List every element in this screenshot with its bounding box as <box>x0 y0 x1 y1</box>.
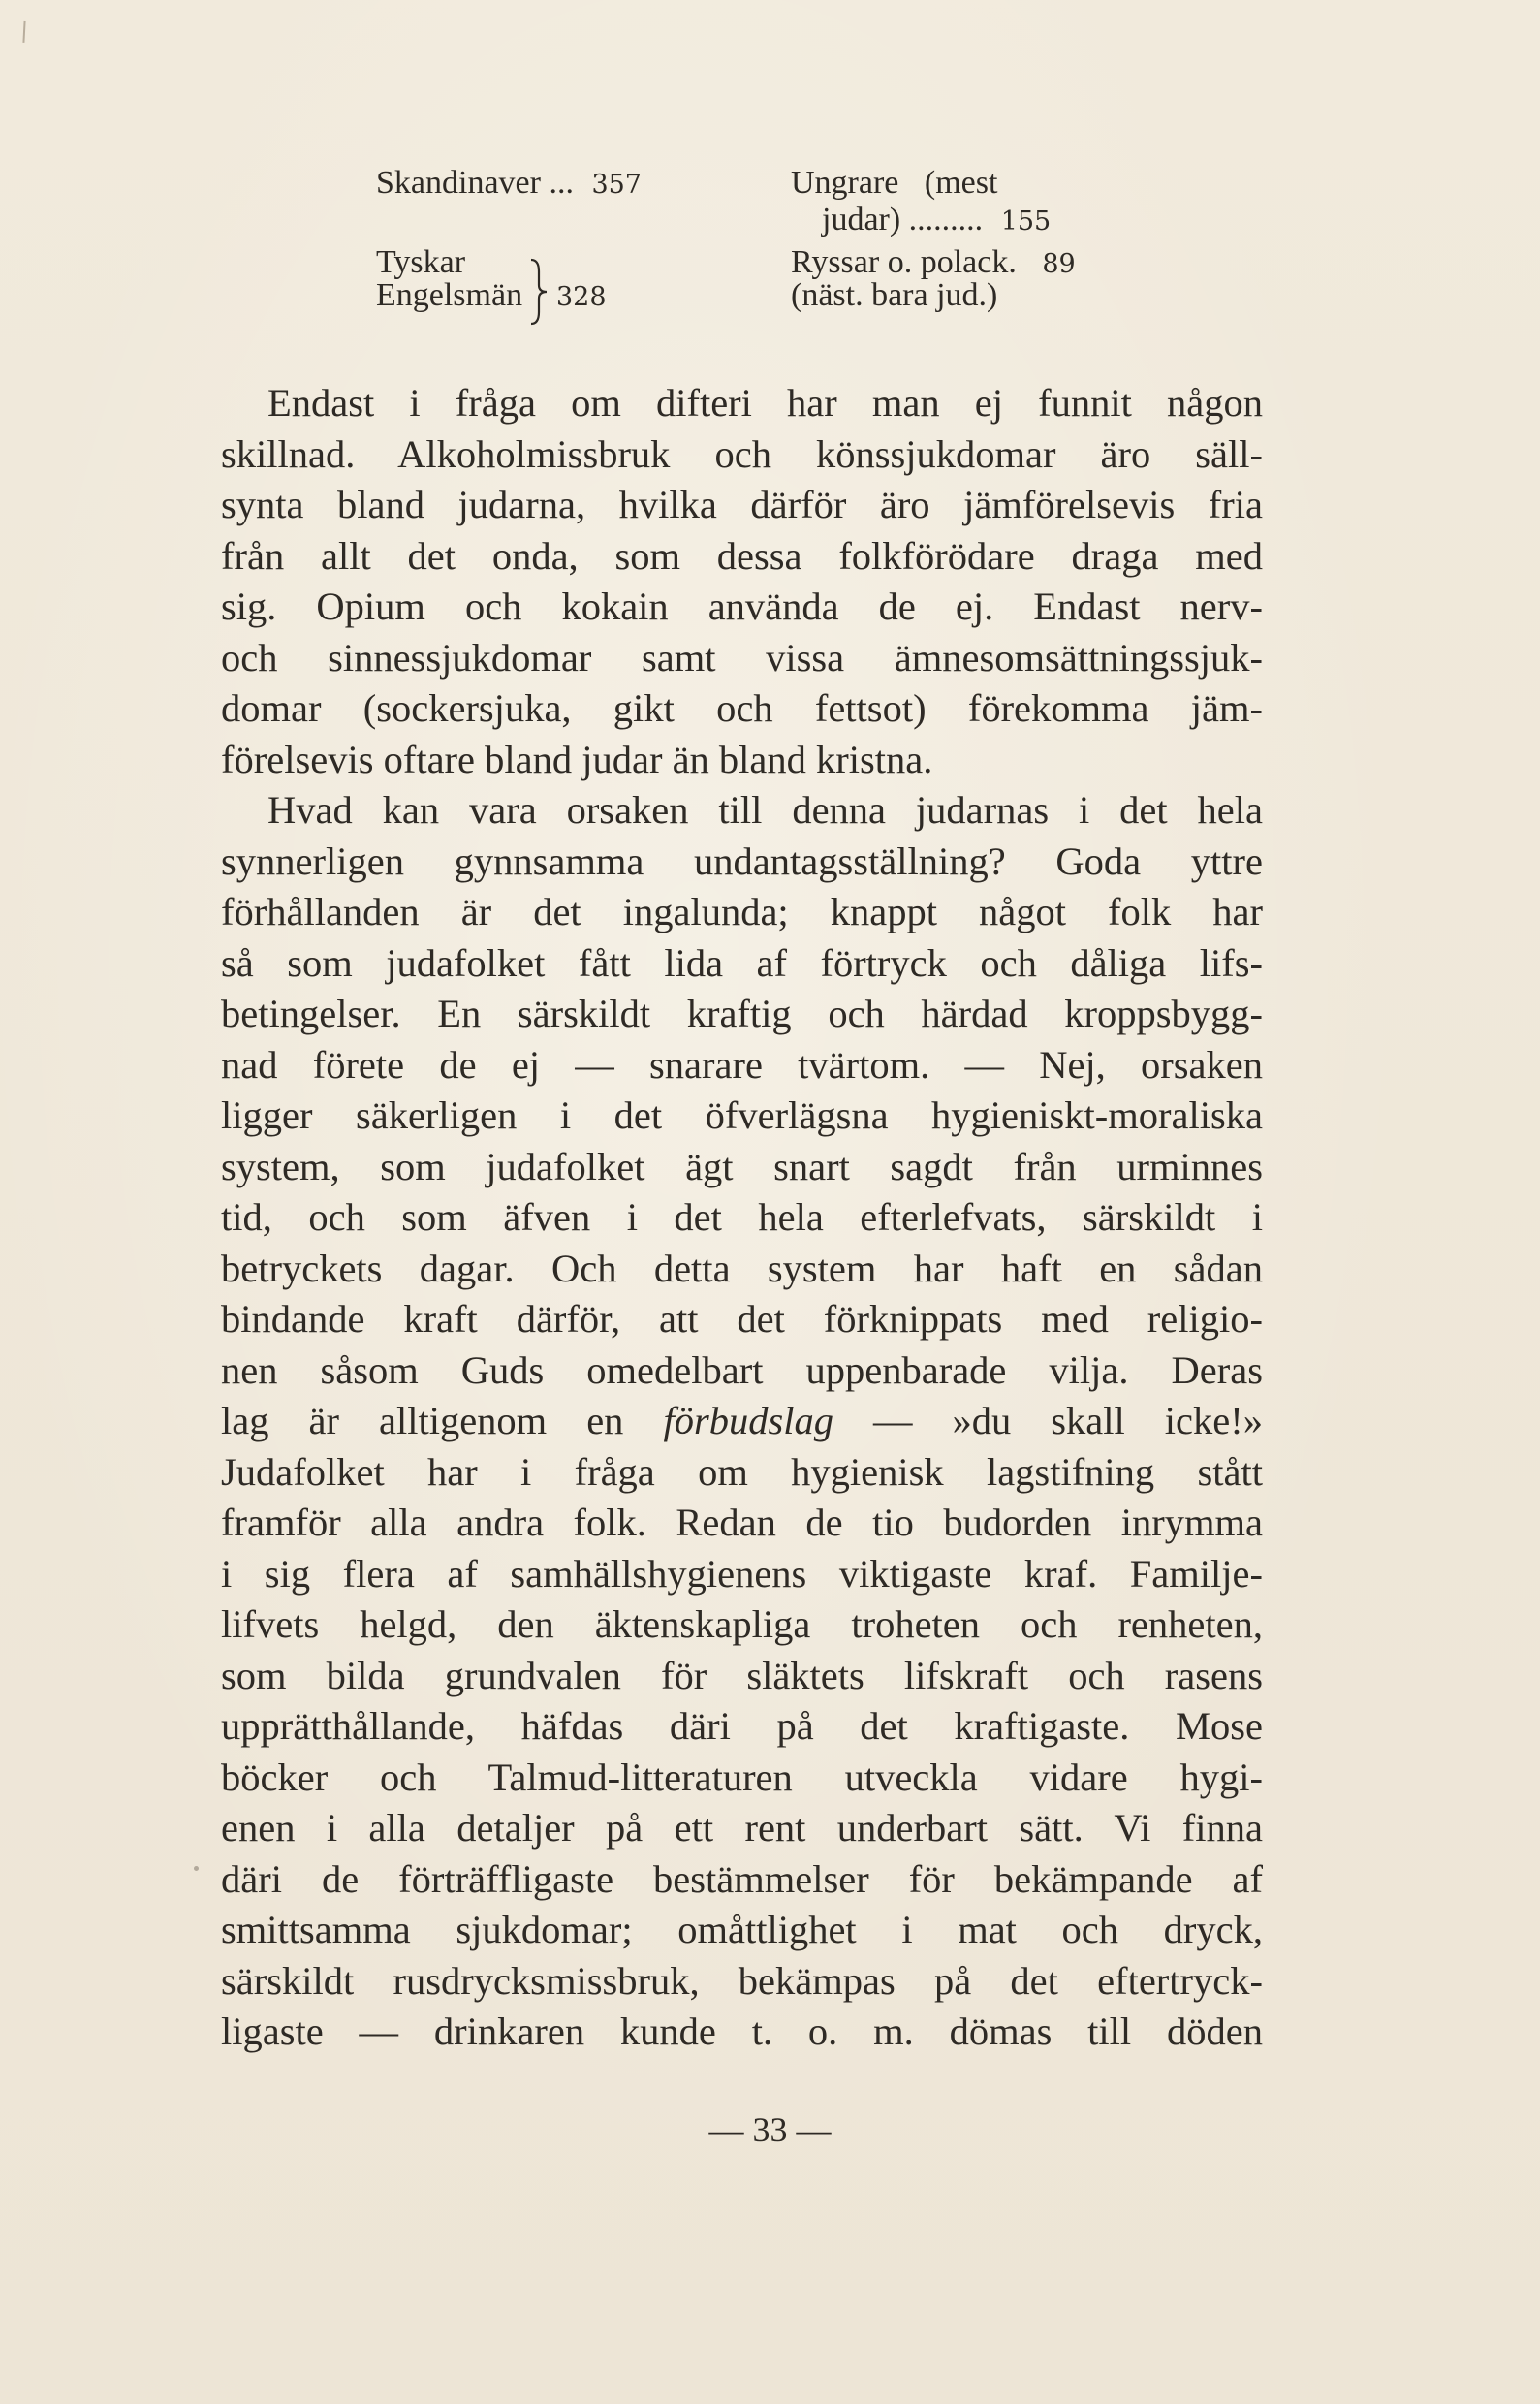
population-stats-table <box>376 165 1132 349</box>
italic-term: förbudslag <box>663 1399 833 1442</box>
text-line: förhållanden är det ingalunda; knappt något folk har <box>221 890 1263 933</box>
brace-icon <box>527 258 550 326</box>
text-fragment: lag är alltigenom en <box>221 1399 664 1442</box>
text-line: betingelser. En särskildt kraftig och härdad kroppsbygg- <box>221 992 1263 1035</box>
stat-tyskar <box>376 244 465 281</box>
stat-label: Tyskar <box>376 244 466 280</box>
text-line: förelsevis oftare bland judar än bland kristna. <box>221 737 933 781</box>
text-line: domar (sockersjuka, gikt och fettsot) förekomma jäm- <box>221 686 1263 730</box>
text-line: lifvets helgd, den äktenskapliga troheten och renheten, <box>221 1602 1263 1646</box>
stat-ryssar-note <box>791 277 997 314</box>
text-line: sig. Opium och kokain använda de ej. Endast nerv- <box>221 585 1263 628</box>
stat-value: 357 <box>591 170 642 200</box>
text-line: så som judafolket fått lida af förtryck och dåliga lifs- <box>221 940 1263 985</box>
text-line: nen såsom Guds omedelbart uppenbarade vilja. Deras <box>221 1347 1263 1392</box>
stat-value-tyskar-engelsman: 328 <box>556 282 607 312</box>
stat-ungrare-judar <box>822 202 1051 240</box>
text-line: ligger säkerligen i det öfverlägsna hygieniskt-moraliska <box>221 1093 1263 1137</box>
text-line: framför alla andra folk. Redan de tio budorden inrymma <box>221 1501 1263 1544</box>
text-line: och sinnessjukdomar samt vissa ämnesomsättningssjuk- <box>221 635 1263 680</box>
text-line: särskildt rusdrycksmissbruk, bekämpas på det eftertryck- <box>221 1958 1263 2003</box>
paper-speck <box>194 1866 199 1871</box>
body-text <box>221 378 1263 2058</box>
stat-label: Engelsmän <box>376 277 523 313</box>
text-line: tid, och som äfven i det hela efterlefvats, särskildt i <box>221 1195 1263 1239</box>
text-line: nad förete de ej — snarare tvärtom. — Nej, orsaken <box>221 1042 1263 1087</box>
stat-value: 155 <box>1000 206 1052 237</box>
stat-engelsman <box>376 277 522 314</box>
text-line: däri de förträffligaste bestämmelser för bekämpande af <box>221 1856 1263 1901</box>
stat-note: (näst. bara jud.) <box>791 277 998 313</box>
stat-label: judar) ......... <box>822 202 984 237</box>
text-line: skillnad. Alkoholmissbruk och könssjukdomar äro säll- <box>221 431 1263 476</box>
stat-skandinaver <box>376 165 642 204</box>
text-line: Judafolket har i fråga om hygienisk lagstifning stått <box>221 1449 1263 1494</box>
text-line: betryckets dagar. Och detta system har haft en sådan <box>221 1246 1263 1290</box>
text-line: ligaste — drinkaren kunde t. o. m. dömas till döden <box>221 2009 1263 2053</box>
text-line: Endast i fråga om difteri har man ej funnit någon <box>267 381 1263 425</box>
text-line: synta bland judarna, hvilka därför äro jämförelsevis fria <box>221 483 1263 526</box>
stat-label: Skandinaver ... <box>376 165 574 201</box>
stat-label: Ungrare (mest <box>791 165 998 201</box>
stat-value: 89 <box>1042 249 1076 279</box>
text-fragment: — »du skall icke!» <box>833 1399 1263 1442</box>
text-line: system, som judafolket ägt snart sagdt från urminnes <box>221 1144 1263 1188</box>
text-line: bindande kraft därför, att det förknippats med religio- <box>221 1297 1263 1341</box>
text-line: upprätthållande, häfdas däri på det kraftigaste. Mose <box>221 1704 1263 1748</box>
margin-mark <box>22 21 29 43</box>
text-line: som bilda grundvalen för släktets lifskraft och rasens <box>221 1653 1263 1697</box>
text-line: enen i alla detaljer på ett rent underbart sätt. Vi finna <box>221 1806 1263 1850</box>
text-line-forbudslag <box>221 1396 1263 1447</box>
text-line: i sig flera af samhällshygienens viktigaste kraf. Familje- <box>221 1551 1263 1596</box>
text-line: synnerligen gynnsamma undantagsställning? Goda yttre <box>221 838 1263 883</box>
text-line: böcker och Talmud-litteraturen utveckla vidare hygi- <box>221 1755 1263 1799</box>
stat-label: Ryssar o. polack. <box>791 244 1017 280</box>
text-line: smittsamma sjukdomar; omåttlighet i mat och dryck, <box>221 1908 1263 1951</box>
page-number: — 33 — <box>708 2110 832 2149</box>
text-line: från allt det onda, som dessa folkförödare draga med <box>221 533 1263 578</box>
stat-ungrare <box>791 165 997 202</box>
text-line: Hvad kan vara orsaken till denna judarnas i det hela <box>267 788 1263 832</box>
